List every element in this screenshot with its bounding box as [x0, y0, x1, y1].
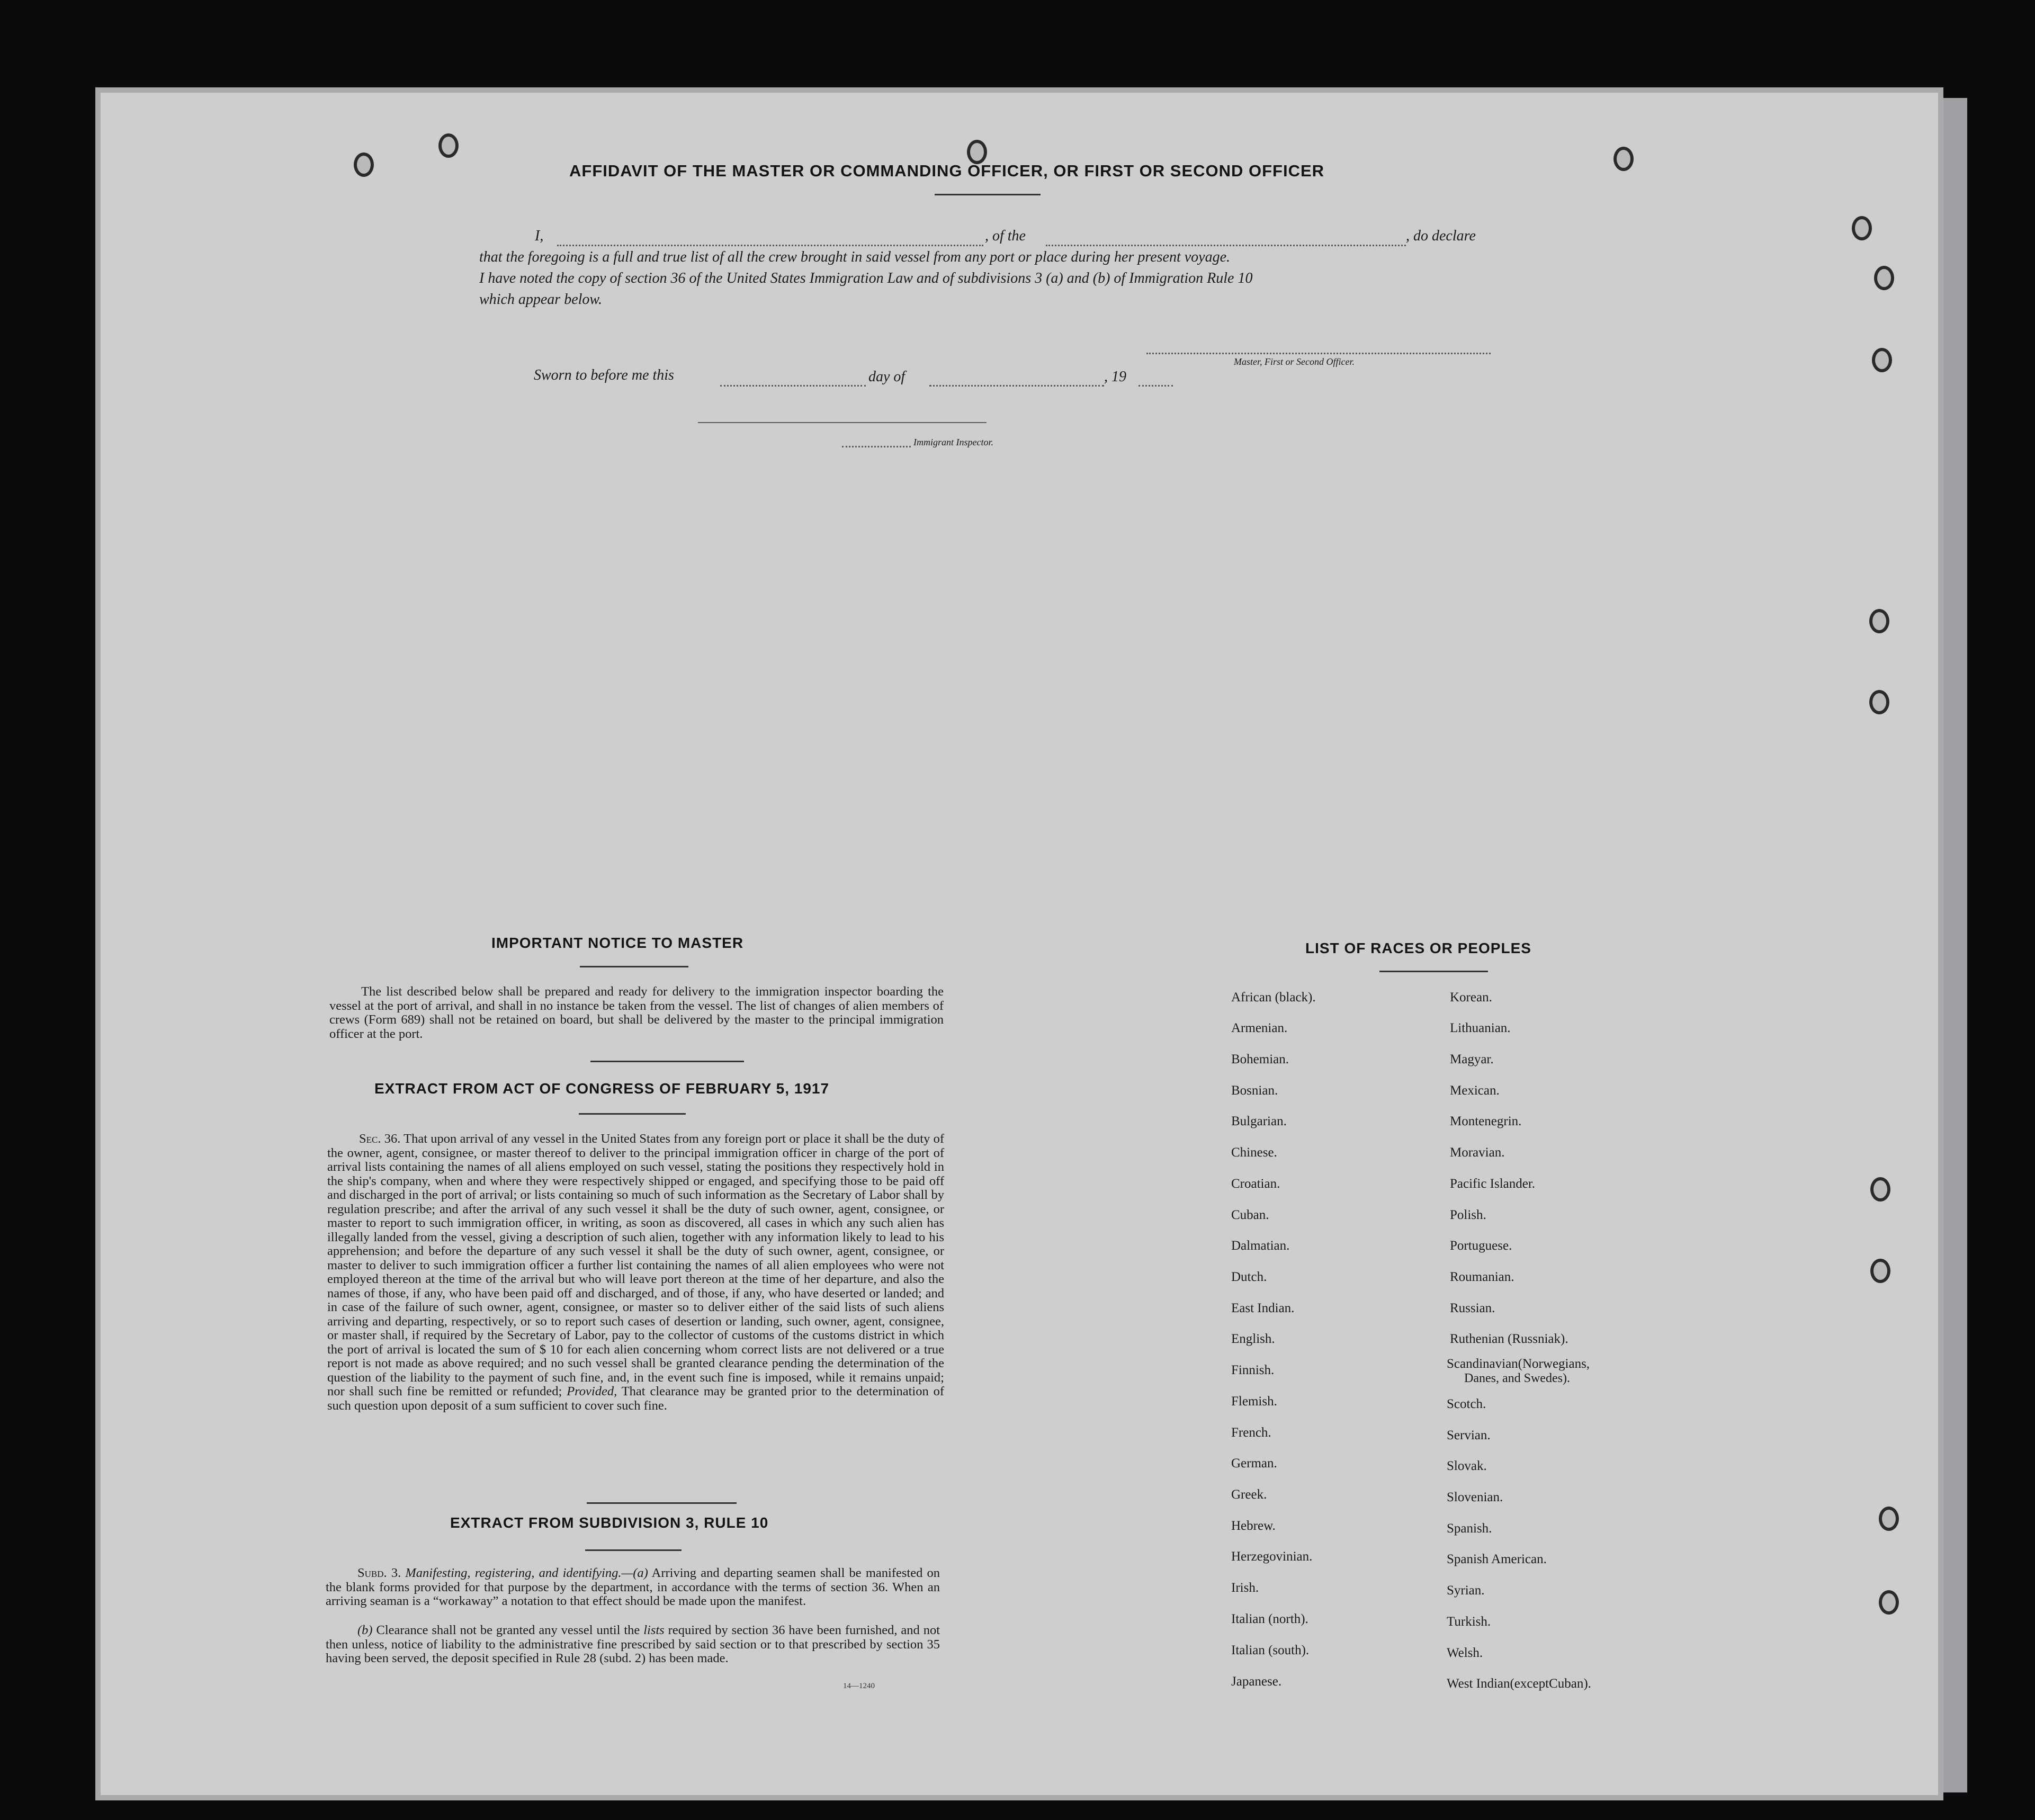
document-page	[101, 93, 1938, 1795]
race-item: Montenegrin.	[1450, 1114, 1522, 1128]
rule-b1: Clearance shall not be granted any vessel until the	[376, 1623, 640, 1637]
name-blank	[557, 245, 983, 246]
race-item: Polish.	[1450, 1208, 1486, 1222]
race-item: Slovak.	[1447, 1459, 1487, 1473]
affidavit-title: AFFIDAVIT OF THE MASTER OR COMMANDING OFFICER, OR FIRST OR SECOND OFFICER	[569, 162, 1325, 180]
punch-hole	[967, 140, 987, 164]
notice-text: The list described below shall be prepared and ready for delivery to the immigration inspector boarding the vessel at the port of arrival, and shall in no instance be taken from the vessel. The list of changes of alien members of crews (Form 689) shall not be retained on board, but shall be delivered by the master to the principal immigration officer at the port.	[329, 984, 944, 1041]
punch-hole	[1869, 690, 1889, 714]
sworn-month-blank	[929, 385, 1104, 387]
race-item: Croatian.	[1231, 1177, 1280, 1191]
affidavit-of-the-label: , of the	[985, 228, 1026, 244]
race-item: Pacific Islander.	[1450, 1177, 1536, 1191]
race-item: Servian.	[1447, 1428, 1491, 1442]
punch-hole	[1879, 1507, 1899, 1531]
race-item: Finnish.	[1231, 1363, 1275, 1377]
race-item: Syrian.	[1447, 1583, 1485, 1598]
affidavit-do-declare: , do declare	[1406, 228, 1476, 244]
rule-text-b	[326, 1624, 940, 1666]
race-item: Armenian.	[1231, 1021, 1288, 1035]
race-item: Lithuanian.	[1450, 1021, 1511, 1035]
affidavit-line2: that the foregoing is a full and true list of all the crew brought in said vessel from any port or place during her present voyage.	[479, 249, 1231, 265]
races-title: LIST OF RACES OR PEOPLES	[1305, 940, 1531, 956]
race-item: West Indian(exceptCuban).	[1447, 1676, 1591, 1691]
provided-text: That clearance may be granted prior to the determination of such question upon deposit of a sum sufficient to cover such fine.	[327, 1384, 945, 1413]
signature-label: Master, First or Second Officer.	[1234, 356, 1355, 367]
race-item: English.	[1231, 1332, 1275, 1346]
punch-hole	[1852, 216, 1872, 240]
act-divider	[587, 1502, 737, 1504]
race-item: Flemish.	[1231, 1394, 1277, 1409]
lists-word: lists	[643, 1623, 665, 1637]
punch-hole	[1874, 266, 1894, 290]
race-item: Cuban.	[1231, 1208, 1269, 1222]
sworn-day-blank	[720, 385, 866, 387]
race-item: Dalmatian.	[1231, 1239, 1290, 1253]
race-item: Scandinavian(Norwegians,	[1447, 1357, 1590, 1371]
race-item: Turkish.	[1447, 1615, 1491, 1629]
race-item: Dutch.	[1231, 1270, 1267, 1284]
rule-heading: Manifesting, registering, and identifying.—(a)	[405, 1566, 648, 1580]
punch-hole	[438, 133, 459, 158]
inspector-line	[698, 422, 987, 423]
rule-b2: required by section 36 have been furnished, and not then unless, notice of liability to the administrative fine prescribed by said section or to that prescribed by section 35 having been served, the deposit specified in Rule 28 (subd. 2) has been made.	[326, 1623, 940, 1665]
race-item: Chinese.	[1231, 1145, 1277, 1160]
rule-text	[326, 1566, 940, 1609]
race-item: Italian (south).	[1231, 1643, 1310, 1657]
sworn-label: Sworn to before me this	[534, 367, 674, 383]
vessel-blank	[1046, 245, 1406, 246]
race-item: Italian (north).	[1231, 1612, 1308, 1626]
race-item: Hebrew.	[1231, 1519, 1276, 1533]
race-item: Spanish.	[1447, 1521, 1492, 1536]
b-label: (b)	[357, 1623, 373, 1637]
race-item: French.	[1231, 1425, 1271, 1440]
race-item: Mexican.	[1450, 1083, 1500, 1098]
race-item: Moravian.	[1450, 1145, 1505, 1160]
rule-text-a: Arriving and departing seamen shall be manifested on the blank forms provided for that purpose by the department, in accordance with the terms of section 36. When an arriving seaman is a “workaway” a notation to that effect should be made upon the manifest.	[326, 1566, 940, 1608]
day-of-label: day of	[868, 369, 906, 385]
race-item: Herzegovinian.	[1231, 1549, 1313, 1564]
race-item: Greek.	[1231, 1487, 1267, 1502]
race-item: Roumanian.	[1450, 1270, 1514, 1284]
punch-hole	[1872, 348, 1892, 372]
notice-divider	[590, 1061, 744, 1062]
race-item: Irish.	[1231, 1581, 1259, 1595]
inspector-label: Immigrant Inspector.	[913, 437, 993, 447]
form-number: 14—1240	[843, 1682, 875, 1690]
act-body: That upon arrival of any vessel in the United States from any foreign port or place it shall be the duty of the owner, agent, consignee, or master thereof to deliver to the principal immigration officer in charge of the port of arrival lists containing the names of all aliens employed on such vessel, stating the positions they respectively hold in the ship's company, when and where they were respectively shipped or engaged, and specifying those to be paid off and discharged in the port of arrival; or lists containing so much of such information as the Secretary of Labor shall by regulation prescribe; and after the arrival of any such vessel it shall be the duty of such owner, agent, consignee, or master to report to such immigration officer, in writing, as soon as discovered, all cases in which any such alien has illegally landed from the vessel, giving a description of such alien, together with any information likely to lead to his apprehension; and before the departure of any such vessel it shall be the duty of such owner, agent, consignee, or master to deliver to such immigration officer a further list containing the names of all alien employees who were not employed thereon at the time of the arrival but who will leave port thereon at the time of her departure, and also the names of those, if any, who have been paid off and discharged, and of those, if any, who have deserted or landed; and in case of the failure of such owner, agent, consignee, or master so to deliver either of the said lists of such aliens arriving and departing, respectively, or so to report such cases of desertion or landing, such owner, agent, consignee, or master shall, if required by the Secretary of Labor, pay to the collector of customs of the customs district in which the port of arrival is located the sum of $ 10 for each alien concerning whom correct lists are not delivered or a true report is not made as above required; and no such vessel shall be granted clearance pending the determination of the question of the liability to the payment of such fine, and, in the event such fine is imposed, while it remains unpaid; nor shall such fine be remitted or refunded;	[327, 1132, 944, 1398]
act-text	[327, 1132, 944, 1413]
title-underline	[935, 194, 1041, 195]
affidavit-line3: I have noted the copy of section 36 of the United States Immigration Law and of subdivisions 3 (a) and (b) of Immigration Rule 10	[479, 270, 1253, 286]
punch-hole	[1869, 609, 1889, 633]
page-edge	[1935, 98, 1967, 1792]
sec-label: Sec. 36.	[359, 1132, 401, 1146]
race-item: Bulgarian.	[1231, 1114, 1287, 1128]
rule-title: EXTRACT FROM SUBDIVISION 3, RULE 10	[450, 1514, 769, 1531]
notice-underline	[580, 966, 688, 967]
race-item: Scotch.	[1447, 1397, 1486, 1411]
race-item: Ruthenian (Russniak).	[1450, 1332, 1568, 1346]
punch-hole	[354, 153, 374, 177]
inspector-dots	[842, 446, 911, 447]
year-label: , 19	[1104, 369, 1126, 385]
race-item: Korean.	[1450, 990, 1492, 1005]
act-underline	[579, 1113, 686, 1115]
notice-title: IMPORTANT NOTICE TO MASTER	[491, 935, 744, 951]
sworn-year-blank	[1138, 385, 1173, 387]
signature-line	[1146, 353, 1491, 354]
punch-hole	[1870, 1177, 1890, 1202]
races-underline	[1379, 971, 1488, 972]
race-item: Bosnian.	[1231, 1083, 1278, 1098]
subd-label: Subd. 3.	[357, 1566, 401, 1580]
punch-hole	[1870, 1259, 1890, 1283]
race-item: Bohemian.	[1231, 1052, 1289, 1066]
race-item: Japanese.	[1231, 1674, 1282, 1689]
race-item: German.	[1231, 1456, 1277, 1471]
affidavit-i-label: I,	[535, 228, 544, 244]
scandinavian-continuation: Danes, and Swedes).	[1464, 1371, 1570, 1385]
race-item: Portuguese.	[1450, 1239, 1512, 1253]
race-item: African (black).	[1231, 990, 1316, 1005]
race-item: Russian.	[1450, 1301, 1495, 1315]
race-item: East Indian.	[1231, 1301, 1295, 1315]
race-item: Welsh.	[1447, 1646, 1483, 1660]
rule-underline	[585, 1549, 682, 1551]
race-item: Magyar.	[1450, 1052, 1494, 1066]
act-title: EXTRACT FROM ACT OF CONGRESS OF FEBRUARY 5, 1917	[374, 1080, 830, 1097]
affidavit-line4: which appear below.	[479, 291, 603, 308]
provided-label: Provided,	[567, 1384, 617, 1398]
race-item: Slovenian.	[1447, 1490, 1503, 1504]
race-item: Spanish American.	[1447, 1552, 1547, 1566]
punch-hole	[1879, 1590, 1899, 1615]
